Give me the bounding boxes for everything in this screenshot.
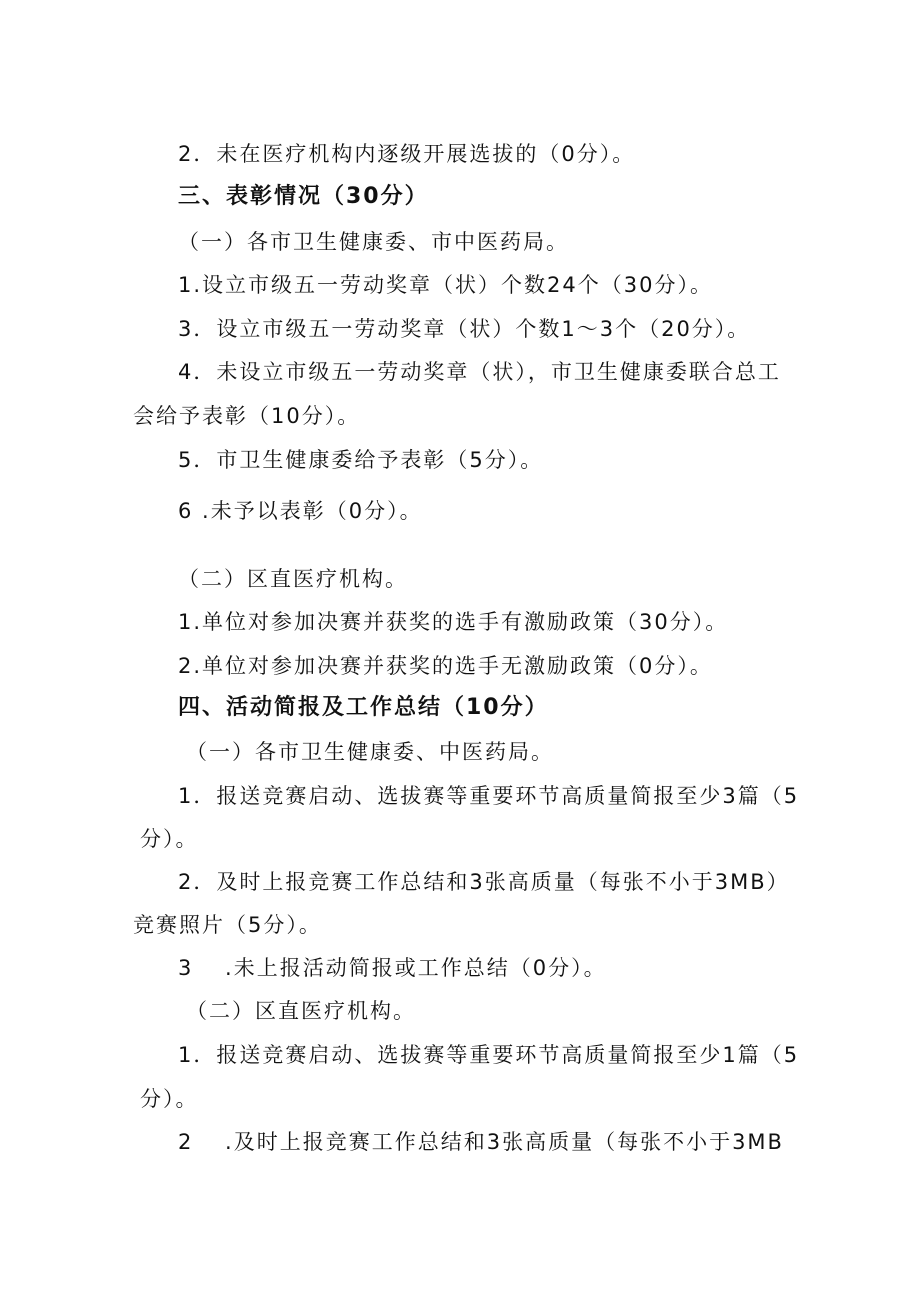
section-heading: 三、表彰情况（30分） [178,184,429,209]
text-line: 3 .未上报活动简报或工作总结（0分）。 [178,956,607,980]
text-line: 会给予表彰（10分）。 [133,404,361,428]
text-line: 分）。 [140,827,199,851]
text-line: 竞赛照片（5分）。 [133,913,322,937]
text-line: 分）。 [140,1087,199,1111]
text-line: （一）各市卫生健康委、中医药局。 [186,740,554,764]
text-line: 5．市卫生健康委给予表彰（5分）。 [178,448,544,472]
text-line: 4．未设立市级五一劳动奖章（状），市卫生健康委联合总工 [178,360,781,384]
text-line: 2．及时上报竞赛工作总结和3张高质量（每张不小于3MB） [178,870,790,894]
text-line: 3．设立市级五一劳动奖章（状）个数1～3个（20分）。 [178,317,751,341]
text-line: 1.单位对参加决赛并获奖的选手有激励政策（30分）。 [178,610,729,634]
text-line: 2 .及时上报竞赛工作总结和3张高质量（每张不小于3MB [178,1130,784,1154]
text-line: 6 .未予以表彰（0分）。 [178,499,423,523]
text-line: 2．未在医疗机构内逐级开展选拔的（0分）。 [178,142,636,166]
text-line: 1．报送竞赛启动、选拔赛等重要环节高质量简报至少1篇（5 [178,1043,800,1067]
text-line: 1．报送竞赛启动、选拔赛等重要环节高质量简报至少3篇（5 [178,784,800,808]
text-line: （二）区直医疗机构。 [186,999,416,1023]
text-line: 2.单位对参加决赛并获奖的选手无激励政策（0分）。 [178,654,713,678]
text-line: （一）各市卫生健康委、市中医药局。 [178,230,569,254]
text-line: 1.设立市级五一劳动奖章（状）个数24个（30分）。 [178,273,713,297]
text-line: （二）区直医疗机构。 [178,567,408,591]
section-heading: 四、活动简报及工作总结（10分） [178,695,549,720]
